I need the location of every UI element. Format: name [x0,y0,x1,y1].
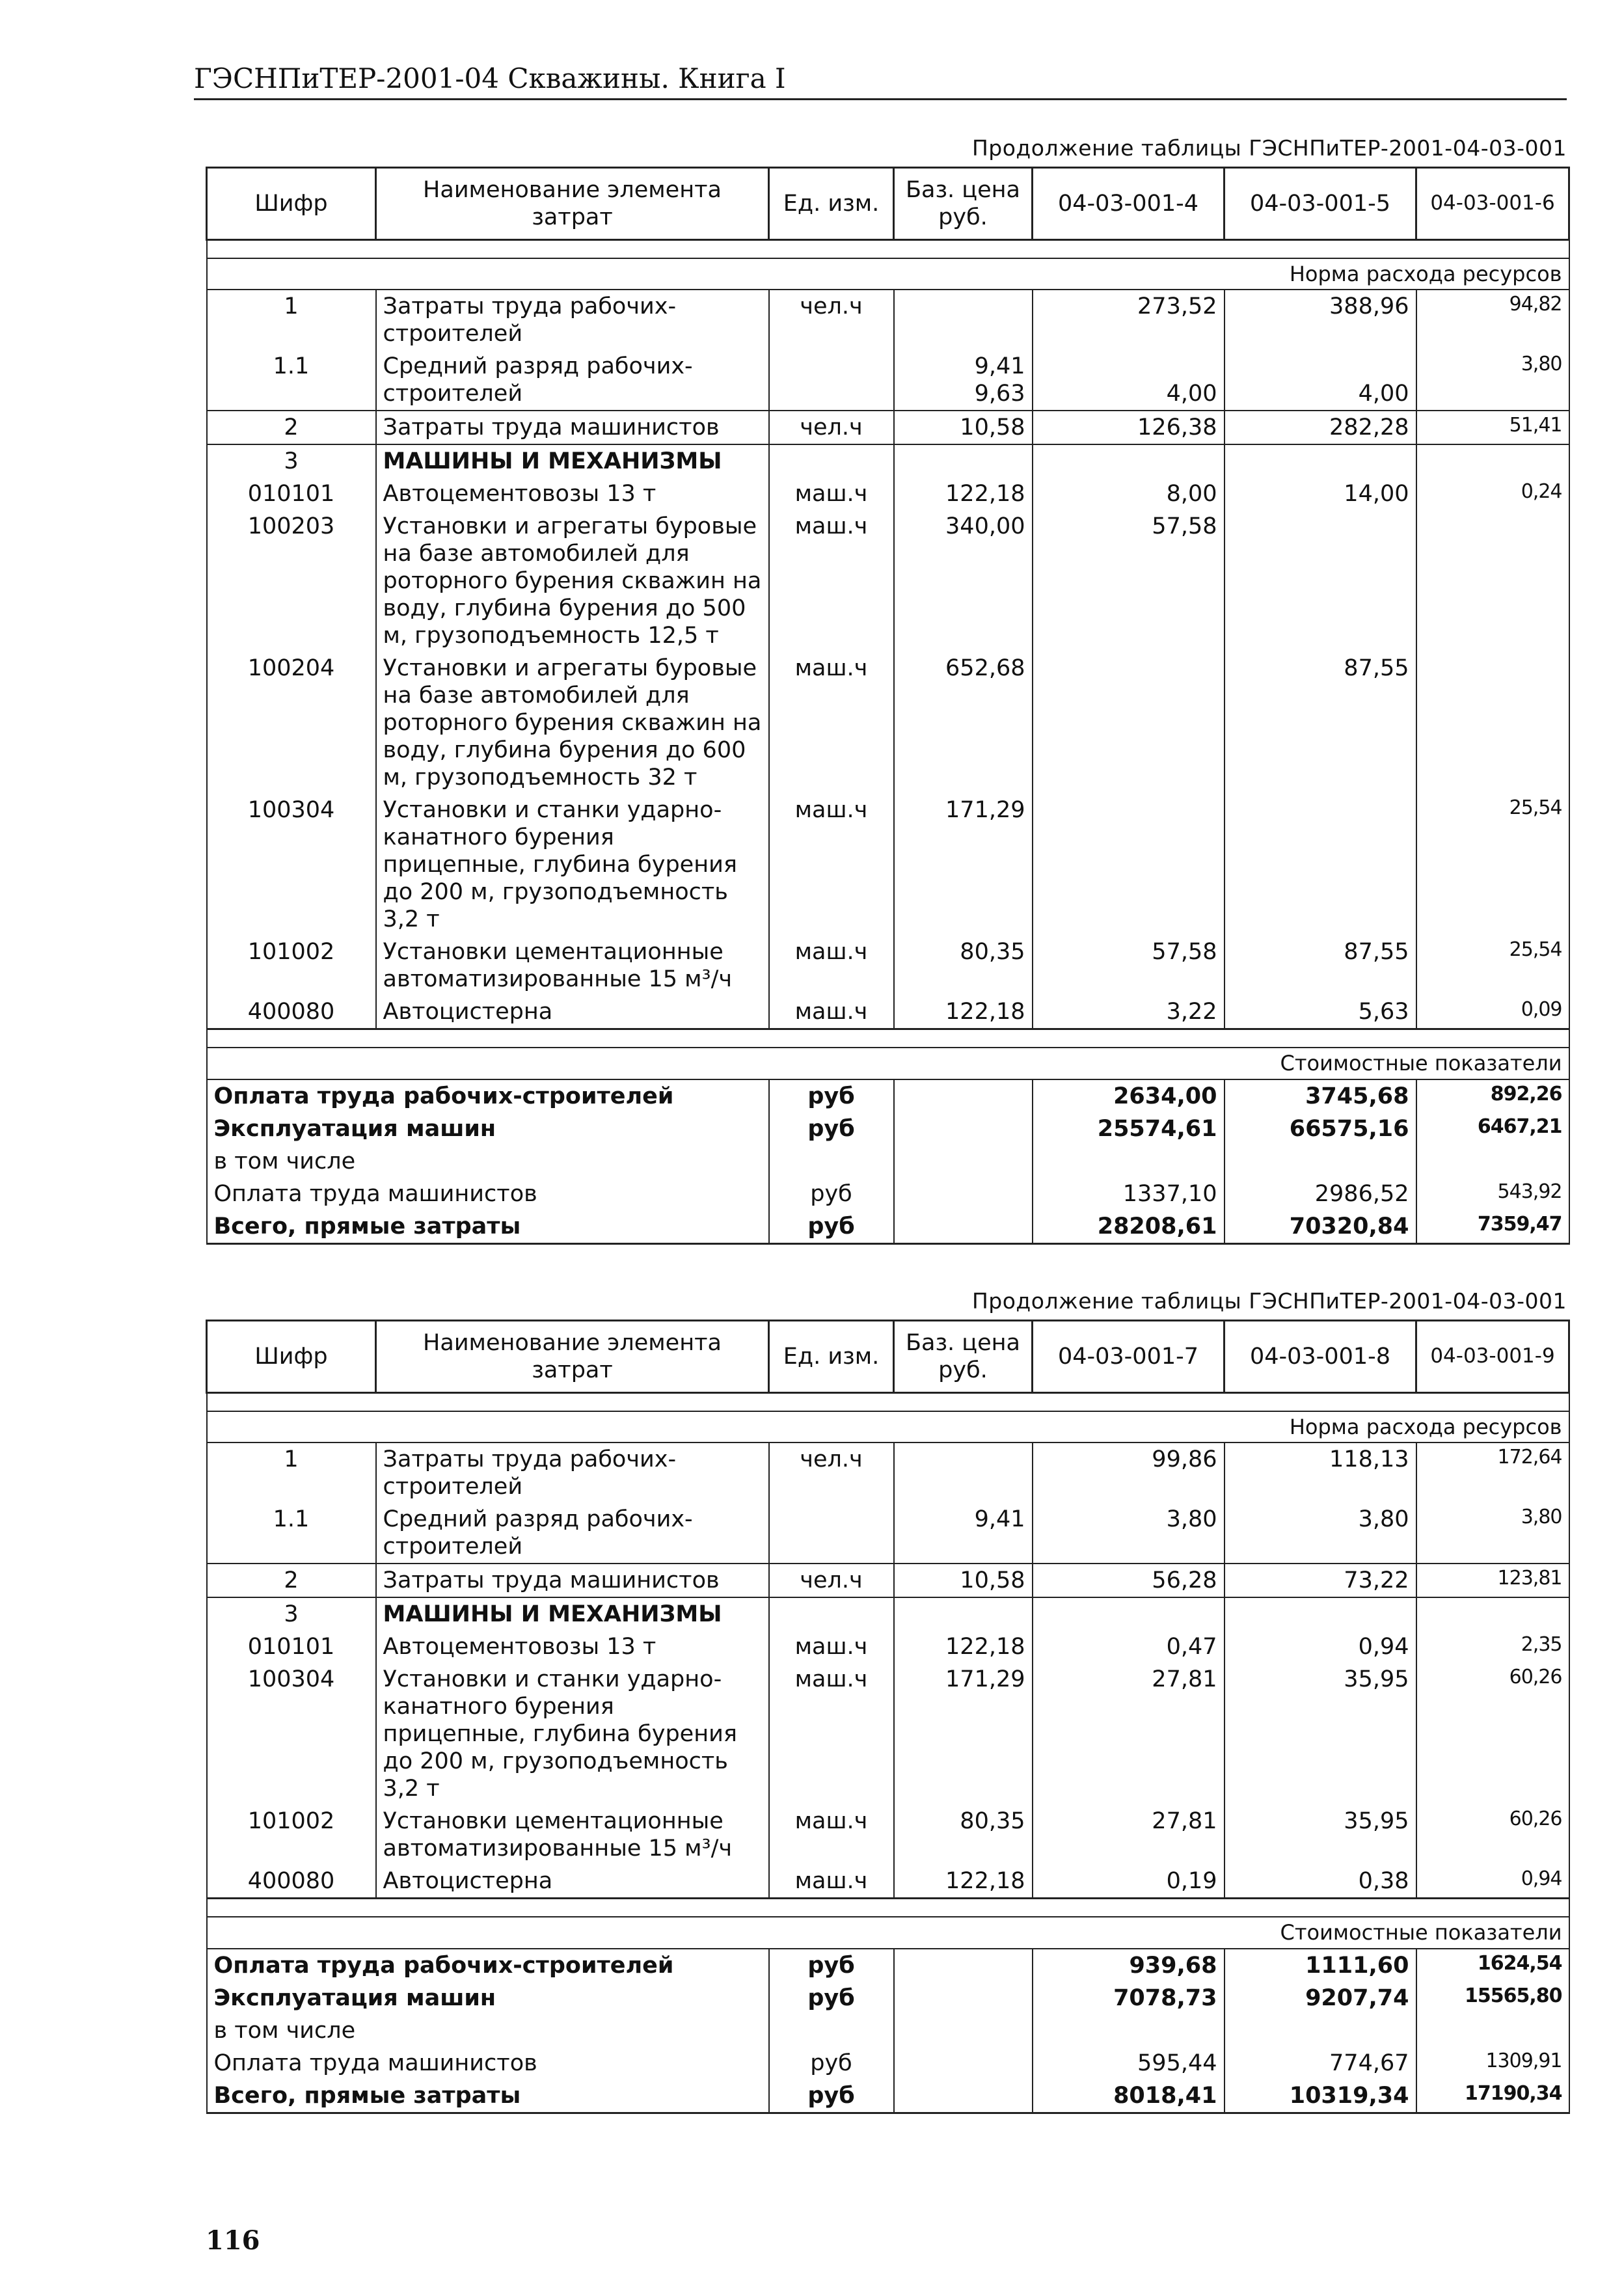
row-name: Затраты труда машинистов [376,1564,769,1597]
table-row [207,1865,1569,1899]
total-value-3: 17190,34 [1416,2079,1569,2113]
total-unit: руб [769,2047,894,2079]
row-value-3: 0,94 [1416,1865,1569,1899]
cost-label: Стоимостные показатели [207,1917,1569,1948]
row-price: 80,35 [894,1805,1033,1865]
total-value-2: 10319,34 [1225,2079,1416,2113]
row-price: 122,18 [894,1631,1033,1663]
total-value-1: 28208,61 [1033,1210,1225,1244]
row-unit: чел.ч [769,1564,894,1597]
running-header: ГЭСНПиТЕР-2001-04 Скважины. Книга I [194,62,1567,100]
total-unit [769,1145,894,1178]
row-value-3: 60,26 [1416,1663,1569,1805]
spacer-row [207,1899,1569,1917]
total-price [894,1079,1033,1113]
row-name: Затраты труда машинистов [376,411,769,444]
row-price: 122,18 [894,478,1033,510]
total-row [207,1982,1569,2014]
col-header-price: Баз. цена руб. [894,1321,1033,1393]
row-value-1: 57,58 [1033,510,1225,652]
row-value-1: 56,28 [1033,1564,1225,1597]
row-value-3: 25,54 [1416,936,1569,996]
row-value-2: 0,94 [1225,1631,1416,1663]
row-value-3: 0,24 [1416,478,1569,510]
spacer-row [207,1393,1569,1412]
row-value-1: 0,47 [1033,1631,1225,1663]
total-label: Оплата труда рабочих-строителей [207,1949,769,1982]
row-unit [769,444,894,478]
total-unit: руб [769,1178,894,1210]
row-price: 9,41 [894,1503,1033,1564]
total-value-1: 8018,41 [1033,2079,1225,2113]
total-price [894,2079,1033,2113]
row-price: 10,58 [894,411,1033,444]
row-code: 010101 [207,478,376,510]
row-name: Установки и агрегаты буровые на базе автомобилей для роторного бурения скважин на воду, глубина бурения до 500 м, грузоподъемность 12,5 т [376,510,769,652]
row-name: Затраты труда рабочих-строителей [376,1442,769,1503]
row-value-2: 4,00 [1225,350,1416,411]
estimate-table [206,167,1570,1245]
row-value-3 [1416,444,1569,478]
row-value-3 [1416,510,1569,652]
table-row [207,350,1569,411]
row-code: 2 [207,1564,376,1597]
total-unit: руб [769,1949,894,1982]
row-unit: чел.ч [769,411,894,444]
row-code: 100203 [207,510,376,652]
total-unit: руб [769,1079,894,1113]
row-code: 100304 [207,794,376,936]
table-row [207,996,1569,1029]
total-price [894,1949,1033,1982]
col-header-price: Баз. цена руб. [894,168,1033,240]
total-value-2: 70320,84 [1225,1210,1416,1244]
table-row [207,794,1569,936]
table-row [207,510,1569,652]
row-price: 171,29 [894,1663,1033,1805]
row-value-1: 3,22 [1033,996,1225,1029]
table-row [207,1442,1569,1503]
row-value-2 [1225,510,1416,652]
total-row [207,1145,1569,1178]
total-row [207,1178,1569,1210]
row-value-2 [1225,444,1416,478]
total-value-2: 2986,52 [1225,1178,1416,1210]
table-body [207,1393,1569,2113]
col-header-code-1: 04-03-001-4 [1033,168,1225,240]
row-price: 10,58 [894,1564,1033,1597]
total-label: Оплата труда машинистов [207,2047,769,2079]
total-value-3 [1416,1145,1569,1178]
row-name: Установки и станки ударно-канатного бурения прицепные, глубина бурения до 200 м, грузоподъемность 3,2 т [376,1663,769,1805]
total-unit: руб [769,1210,894,1244]
row-value-1 [1033,444,1225,478]
total-label: Оплата труда рабочих-строителей [207,1079,769,1113]
total-value-1 [1033,2014,1225,2047]
col-header-code: Шифр [207,1321,376,1393]
row-price: 9,41 9,63 [894,350,1033,411]
row-name: Затраты труда рабочих-строителей [376,290,769,350]
row-value-3: 25,54 [1416,794,1569,936]
col-header-name: Наименование элемента затрат [376,168,769,240]
row-name: Автоцементовозы 13 т [376,1631,769,1663]
col-header-unit: Ед. изм. [769,168,894,240]
total-row [207,1113,1569,1145]
row-value-1: 57,58 [1033,936,1225,996]
total-value-2: 66575,16 [1225,1113,1416,1145]
row-value-1 [1033,794,1225,936]
page-number: 116 [206,2225,260,2256]
total-price [894,2047,1033,2079]
row-value-1: 4,00 [1033,350,1225,411]
row-value-2: 0,38 [1225,1865,1416,1899]
row-name: Средний разряд рабочих-строителей [376,350,769,411]
total-unit: руб [769,1982,894,2014]
spacer-cell [207,1029,1569,1048]
row-unit: маш.ч [769,996,894,1029]
total-label: Эксплуатация машин [207,1982,769,2014]
row-value-3: 3,80 [1416,1503,1569,1564]
row-value-3: 2,35 [1416,1631,1569,1663]
table-row [207,652,1569,794]
row-price [894,444,1033,478]
row-value-2: 388,96 [1225,290,1416,350]
row-name: МАШИНЫ И МЕХАНИЗМЫ [376,444,769,478]
total-price [894,1178,1033,1210]
spacer-row [207,240,1569,259]
row-value-1: 126,38 [1033,411,1225,444]
row-value-3 [1416,1597,1569,1631]
section-row [207,1411,1569,1442]
table-caption: Продолжение таблицы ГЭСНПиТЕР-2001-04-03-001 [971,1288,1567,1314]
row-name: Установки цементационные автоматизированные 15 м³/ч [376,1805,769,1865]
row-price: 122,18 [894,996,1033,1029]
row-price: 652,68 [894,652,1033,794]
row-value-3: 94,82 [1416,290,1569,350]
total-price [894,1145,1033,1178]
col-header-unit: Ед. изм. [769,1321,894,1393]
total-row [207,1210,1569,1244]
col-header-code: Шифр [207,168,376,240]
row-name: Автоцистерна [376,1865,769,1899]
row-unit: чел.ч [769,290,894,350]
estimate-table [206,1320,1570,2114]
table-row [207,290,1569,350]
total-label: в том числе [207,1145,769,1178]
row-code: 100304 [207,1663,376,1805]
total-value-2: 3745,68 [1225,1079,1416,1113]
table-row [207,478,1569,510]
row-unit [769,1503,894,1564]
total-row [207,2079,1569,2113]
total-value-1: 939,68 [1033,1949,1225,1982]
total-row [207,1079,1569,1113]
row-code: 100204 [207,652,376,794]
row-value-2: 87,55 [1225,652,1416,794]
norm-label: Норма расхода ресурсов [207,258,1569,290]
total-label: Оплата труда машинистов [207,1178,769,1210]
section-row [207,1048,1569,1079]
total-value-2: 9207,74 [1225,1982,1416,2014]
row-value-2: 35,95 [1225,1805,1416,1865]
row-name: МАШИНЫ И МЕХАНИЗМЫ [376,1597,769,1631]
row-unit: маш.ч [769,478,894,510]
total-price [894,1210,1033,1244]
row-value-2: 14,00 [1225,478,1416,510]
total-value-1: 1337,10 [1033,1178,1225,1210]
row-code: 2 [207,411,376,444]
row-code: 400080 [207,996,376,1029]
total-value-3: 1624,54 [1416,1949,1569,1982]
cost-label: Стоимостные показатели [207,1048,1569,1079]
spacer-row [207,1029,1569,1048]
section-row [207,258,1569,290]
row-name: Установки цементационные автоматизированные 15 м³/ч [376,936,769,996]
row-value-1: 27,81 [1033,1663,1225,1805]
total-value-2 [1225,1145,1416,1178]
total-value-3: 543,92 [1416,1178,1569,1210]
total-label: Эксплуатация машин [207,1113,769,1145]
total-row [207,2014,1569,2047]
row-value-2: 87,55 [1225,936,1416,996]
row-value-1: 99,86 [1033,1442,1225,1503]
row-price: 80,35 [894,936,1033,996]
table-caption: Продолжение таблицы ГЭСНПиТЕР-2001-04-03-001 [971,135,1567,161]
row-unit: маш.ч [769,936,894,996]
row-unit: чел.ч [769,1442,894,1503]
table-row [207,1564,1569,1597]
row-value-1: 8,00 [1033,478,1225,510]
row-name: Средний разряд рабочих-строителей [376,1503,769,1564]
table-body [207,240,1569,1244]
row-value-3: 172,64 [1416,1442,1569,1503]
row-code: 400080 [207,1865,376,1899]
total-row [207,2047,1569,2079]
table-row [207,1805,1569,1865]
total-value-3: 892,26 [1416,1079,1569,1113]
row-value-2: 73,22 [1225,1564,1416,1597]
total-label: Всего, прямые затраты [207,1210,769,1244]
row-value-2: 282,28 [1225,411,1416,444]
total-label: Всего, прямые затраты [207,2079,769,2113]
row-unit: маш.ч [769,1805,894,1865]
total-value-3: 7359,47 [1416,1210,1569,1244]
total-value-3 [1416,2014,1569,2047]
spacer-cell [207,1899,1569,1917]
row-unit: маш.ч [769,652,894,794]
total-value-3: 6467,21 [1416,1113,1569,1145]
row-price: 122,18 [894,1865,1033,1899]
total-value-1: 25574,61 [1033,1113,1225,1145]
row-value-3 [1416,652,1569,794]
row-name: Установки и агрегаты буровые на базе автомобилей для роторного бурения скважин на воду, глубина бурения до 600 м, грузоподъемность 32 т [376,652,769,794]
col-header-code-2: 04-03-001-8 [1225,1321,1416,1393]
row-value-1: 3,80 [1033,1503,1225,1564]
row-value-3: 51,41 [1416,411,1569,444]
row-value-2: 118,13 [1225,1442,1416,1503]
row-code: 101002 [207,936,376,996]
row-value-3: 123,81 [1416,1564,1569,1597]
row-code: 101002 [207,1805,376,1865]
row-code: 3 [207,1597,376,1631]
total-value-2: 1111,60 [1225,1949,1416,1982]
row-unit: маш.ч [769,1663,894,1805]
table-row [207,1503,1569,1564]
row-value-1 [1033,1597,1225,1631]
row-value-1 [1033,652,1225,794]
total-unit: руб [769,2079,894,2113]
col-header-code-2: 04-03-001-5 [1225,168,1416,240]
total-value-3: 15565,80 [1416,1982,1569,2014]
col-header-code-1: 04-03-001-7 [1033,1321,1225,1393]
row-price [894,1597,1033,1631]
row-value-2 [1225,1597,1416,1631]
spacer-cell [207,1393,1569,1412]
spacer-cell [207,240,1569,259]
col-header-name: Наименование элемента затрат [376,1321,769,1393]
row-value-1: 27,81 [1033,1805,1225,1865]
table-row [207,936,1569,996]
row-price [894,290,1033,350]
table-row [207,411,1569,444]
row-code: 1 [207,1442,376,1503]
row-name: Автоцементовозы 13 т [376,478,769,510]
row-code: 1.1 [207,1503,376,1564]
row-value-2: 3,80 [1225,1503,1416,1564]
row-unit: маш.ч [769,1631,894,1663]
row-code: 010101 [207,1631,376,1663]
row-unit [769,1597,894,1631]
row-code: 1 [207,290,376,350]
total-unit: руб [769,1113,894,1145]
total-value-1 [1033,1145,1225,1178]
total-value-2: 774,67 [1225,2047,1416,2079]
row-unit [769,350,894,411]
row-value-2 [1225,794,1416,936]
total-price [894,2014,1033,2047]
total-price [894,1113,1033,1145]
row-unit: маш.ч [769,510,894,652]
table-row [207,1663,1569,1805]
row-value-3: 60,26 [1416,1805,1569,1865]
row-code: 1.1 [207,350,376,411]
row-price: 340,00 [894,510,1033,652]
total-unit [769,2014,894,2047]
total-value-3: 1309,91 [1416,2047,1569,2079]
total-row [207,1949,1569,1982]
total-value-2 [1225,2014,1416,2047]
col-header-code-3: 04-03-001-6 [1416,168,1569,240]
row-value-1: 273,52 [1033,290,1225,350]
table-row [207,1631,1569,1663]
row-price [894,1442,1033,1503]
row-value-1: 0,19 [1033,1865,1225,1899]
section-row [207,1917,1569,1948]
row-unit: маш.ч [769,794,894,936]
row-price: 171,29 [894,794,1033,936]
row-name: Автоцистерна [376,996,769,1029]
row-unit: маш.ч [769,1865,894,1899]
row-name: Установки и станки ударно-канатного бурения прицепные, глубина бурения до 200 м, грузоподъемность 3,2 т [376,794,769,936]
total-value-1: 7078,73 [1033,1982,1225,2014]
row-value-2: 5,63 [1225,996,1416,1029]
norm-label: Норма расхода ресурсов [207,1411,1569,1442]
total-label: в том числе [207,2014,769,2047]
total-price [894,1982,1033,2014]
col-header-code-3: 04-03-001-9 [1416,1321,1569,1393]
total-value-1: 595,44 [1033,2047,1225,2079]
table-row [207,1597,1569,1631]
total-value-1: 2634,00 [1033,1079,1225,1113]
table-row [207,444,1569,478]
row-value-2: 35,95 [1225,1663,1416,1805]
row-value-3: 3,80 [1416,350,1569,411]
row-code: 3 [207,444,376,478]
row-value-3: 0,09 [1416,996,1569,1029]
